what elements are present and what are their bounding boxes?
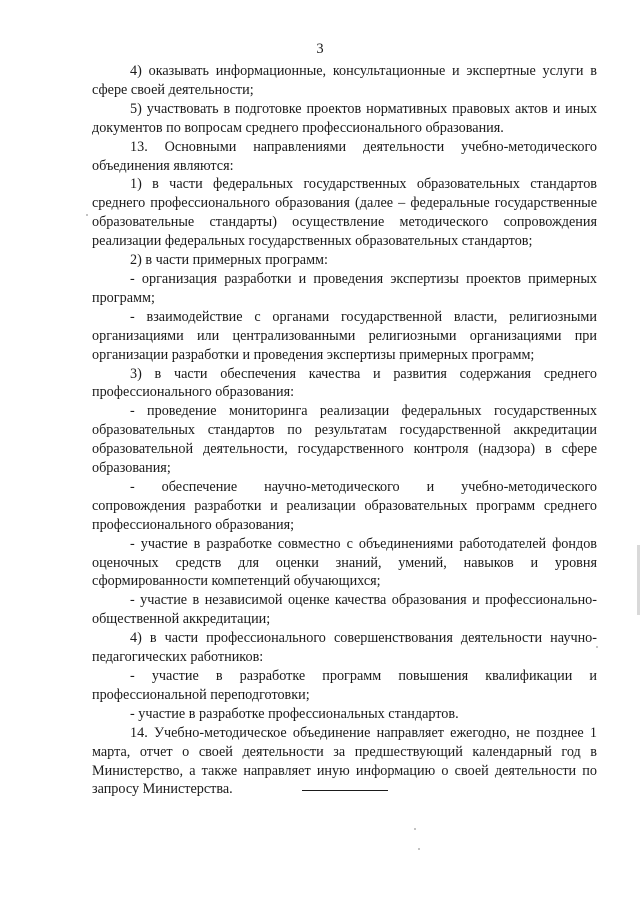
scan-speck [596,646,598,648]
end-divider-line [302,790,388,791]
paragraph-bullet: - участие в независимой оценке качества образования и профессионально-общественной аккредитации; [92,592,597,628]
paragraph-direction-3: 3) в части обеспечения качества и развития содержания среднего профессионального образования: [92,365,597,401]
paragraph-bullet: - проведение мониторинга реализации федеральных государственных образовательных стандартов по результатам государственной аккредитации образовательной деятельности, государственного контроля (надзора) в сфере образования; [92,403,597,477]
paragraph-section-13: 13. Основными направлениями деятельности учебно-методического объединения являются: [92,138,597,174]
paragraph-direction-1: 1) в части федеральных государственных образовательных стандартов среднего профессионального образования (далее – федеральные государственные образовательные стандарты) осуществление методического сопровождения реализации федеральных государственных образовательных стандартов; [92,176,597,250]
paragraph-section-14: 14. Учебно-методическое объединение направляет ежегодно, не позднее 1 марта, отчет о своей деятельности за предшествующий календарный год в Министерство, а также направляет иную информацию о своей деятельности по запросу Министерства. [92,724,597,798]
paragraph-direction-2: 2) в части примерных программ: [130,252,328,269]
scan-speck [414,828,416,830]
document-body [92,62,597,799]
paragraph-bullet: - обеспечение научно-методического и учебно-методического сопровождения разработки и реализации образовательных программ среднего профессионального образования; [92,478,597,533]
paragraph-bullet: - участие в разработке программ повышения квалификации и профессиональной переподготовки; [92,668,597,703]
paragraph-direction-4: 4) в части профессионального совершенствования деятельности научно-педагогических работников: [92,630,597,666]
scan-speck [418,848,420,850]
paragraph-item-4: 4) оказывать информационные, консультационные и экспертные услуги в сфере своей деятельности; [92,63,597,98]
paragraph-bullet: - взаимодействие с органами государственной власти, религиозными организациями или централизованными религиозными организациями при организации разработки и проведения экспертизы примерных программ; [92,308,597,363]
paragraph-bullet: - организация разработки и проведения экспертизы проектов примерных программ; [92,270,597,306]
scan-speck [86,214,88,216]
paragraph-bullet: - участие в разработке профессиональных стандартов. [130,705,459,722]
paragraph-item-5: 5) участвовать в подготовке проектов нормативных правовых актов и иных документов по вопросам среднего профессионального образования. [92,100,597,136]
paragraph-bullet: - участие в разработке совместно с объединениями работодателей фондов оценочных средств для оценки знаний, умений, навыков и уровня сформированности компетенций обучающихся; [92,535,597,590]
page-number: 3 [316,41,324,57]
